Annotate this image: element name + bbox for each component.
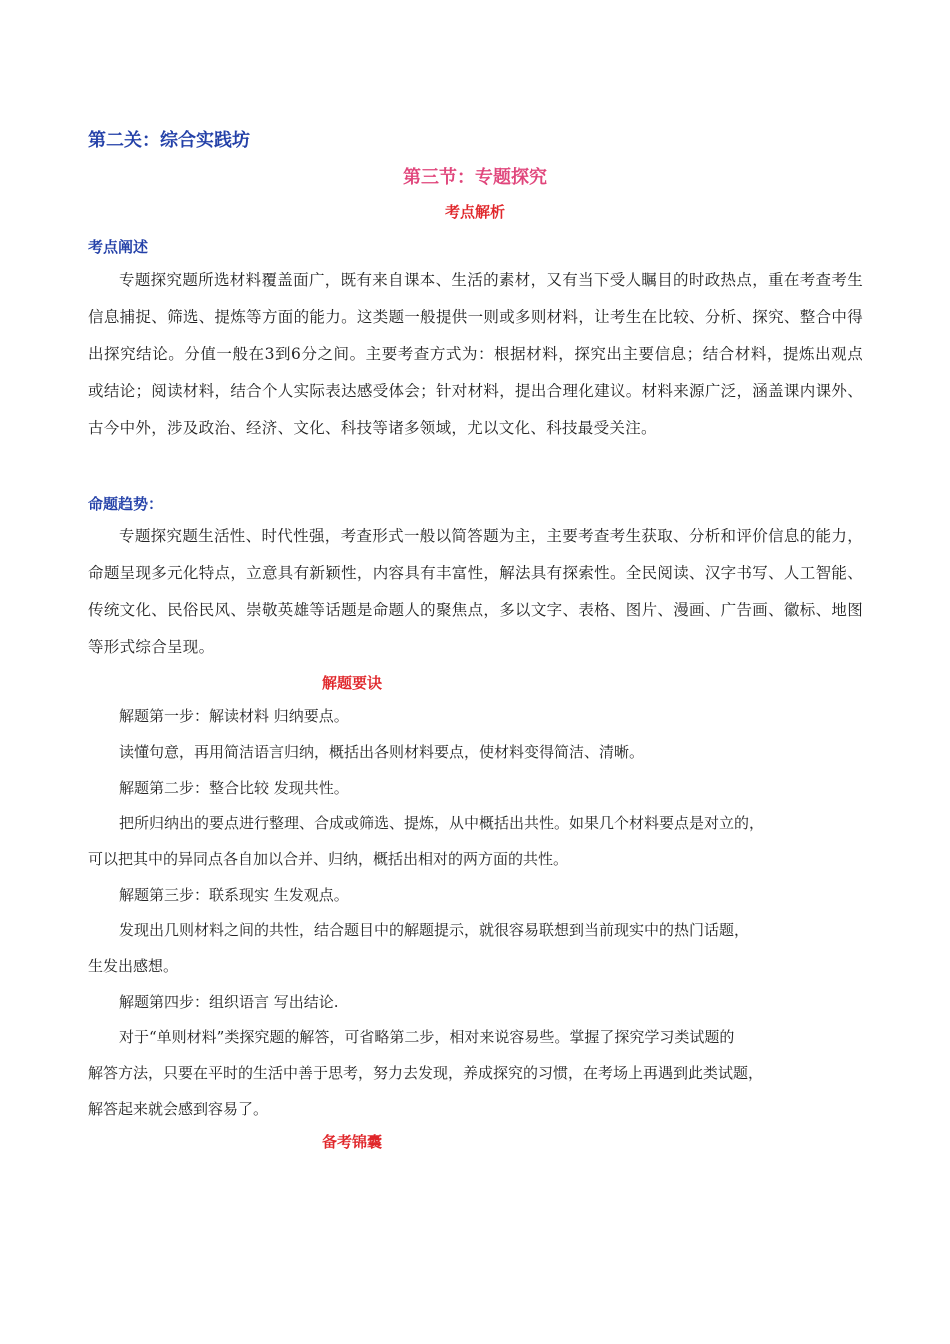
step4-text-line2: 解答方法，只要在平时的生活中善于思考，努力去发现，养成探究的习惯，在考场上再遇到此类试题， <box>88 1064 764 1082</box>
exposition-paragraph: 专题探究题所选材料覆盖面广，既有来自课本、生活的素材，又有当下受人瞩目的时政热点，重在考查考生信息捕捉、筛选、提炼等方面的能力。这类题一般提供一则或多则材料，让考生在比较、分析、探究、整合中得出探究结论。分值一般在3到6分之间。主要考查方式为：根据材料，探究出主要信息；结合材料，提炼出观点或结论；阅读材料，结合个人实际表达感受体会；针对材料，提出合理化建议。材料来源广泛，涵盖课内课外、古今中外，涉及政治、经济、文化、科技等诸多领域，尤以文化、科技最受关注。 <box>88 271 863 437</box>
level-title: 第二关：综合实践坊 <box>88 130 250 151</box>
section-title: 第三节：专题探究 <box>403 167 547 188</box>
step2-text-line1: 把所归纳出的要点进行整理、合成或筛选、提炼，从中概括出共性。如果几个材料要点是对立的， <box>119 814 765 832</box>
step4-text-line1: 对于“单则材料”类探究题的解答，可省略第二步，相对来说容易些。掌握了探究学习类试题的 <box>119 1028 735 1046</box>
trend-heading: 命题趋势： <box>88 495 164 513</box>
prep-heading: 备考锦囊 <box>322 1133 383 1151</box>
step4-text-line3: 解答起来就会感到容易了。 <box>88 1100 269 1118</box>
step3-text-line1: 发现出几则材料之间的共性，结合题目中的解题提示，就很容易联想到当前现实中的热门话题， <box>119 921 750 939</box>
step3-title: 解题第三步：联系现实 生发观点。 <box>119 886 349 904</box>
step1-title: 解题第一步：解读材料 归纳要点。 <box>119 707 349 725</box>
step1-text: 读懂句意，再用简洁语言归纳，概括出各则材料要点，使材料变得简洁、清晰。 <box>119 743 645 761</box>
trend-paragraph: 专题探究题生活性、时代性强，考查形式一般以简答题为主，主要考查考生获取、分析和评价信息的能力，命题呈现多元化特点，立意具有新颖性，内容具有丰富性，解法具有探索性。全民阅读、汉字书写、人工智能、传统文化、民俗民风、崇敬英雄等话题是命题人的聚焦点，多以文字、表格、图片、漫画、广告画、徽标、地图等形式综合呈现。 <box>88 527 863 656</box>
step2-text-line2: 可以把其中的异同点各自加以合并、归纳，概括出相对的两方面的共性。 <box>88 850 569 868</box>
analysis-heading: 考点解析 <box>444 203 505 221</box>
exposition-heading: 考点阐述 <box>88 238 149 256</box>
step2-title: 解题第二步：整合比较 发现共性。 <box>119 779 349 797</box>
step4-title: 解题第四步：组织语言 写出结论. <box>119 993 339 1011</box>
tips-heading: 解题要诀 <box>322 674 383 692</box>
step3-text-line2: 生发出感想。 <box>88 957 179 975</box>
